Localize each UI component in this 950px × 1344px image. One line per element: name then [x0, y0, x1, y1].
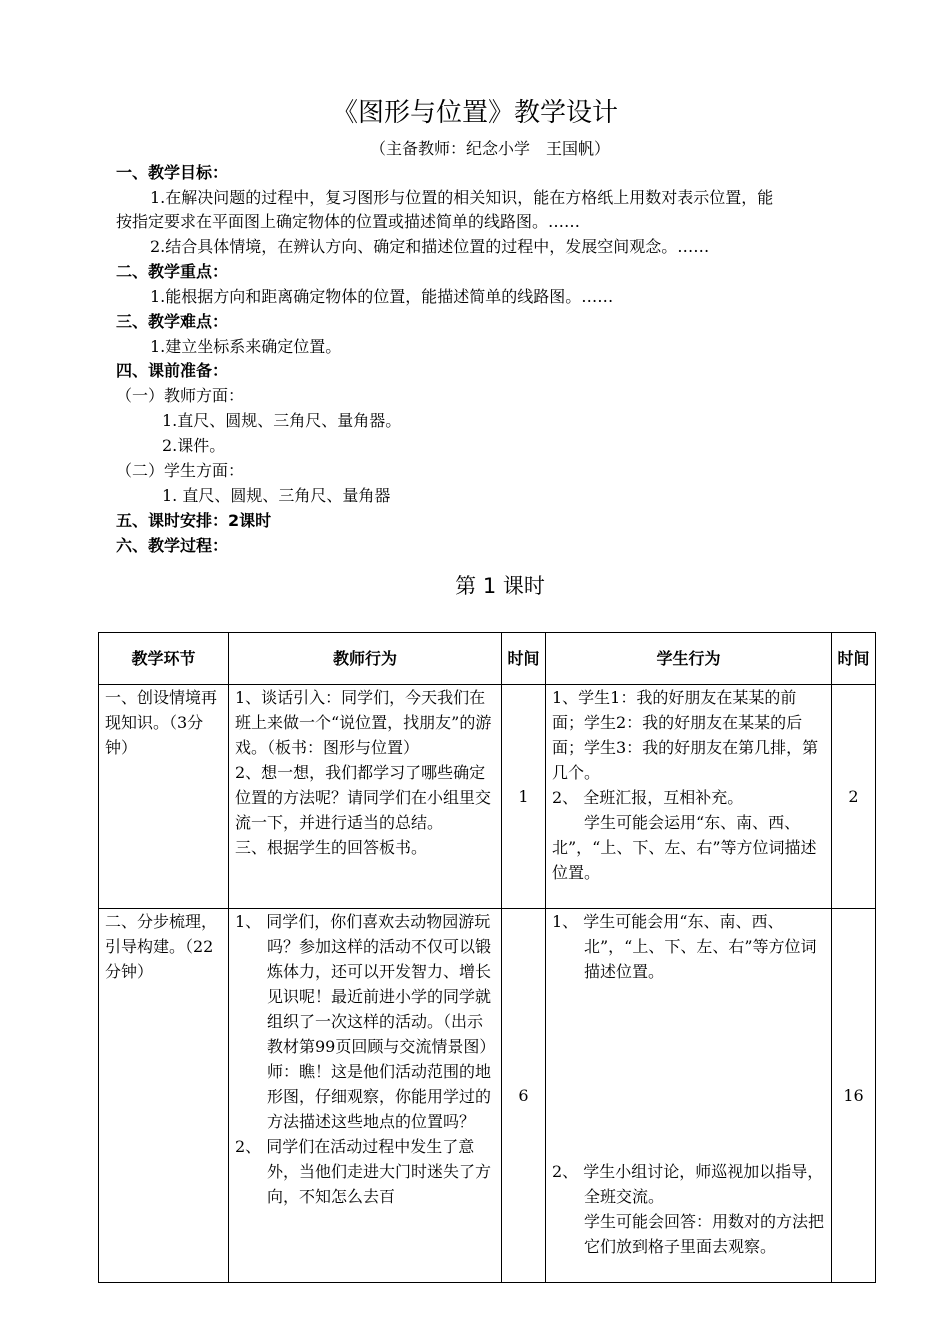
row2-time-1: 6 [502, 909, 546, 1283]
table-header-row [99, 633, 876, 685]
row1-teacher-p3: 三、根据学生的回答板书。 [235, 838, 428, 857]
row1-student-cell [546, 685, 832, 909]
document-title: 《图形与位置》教学设计 [331, 98, 618, 128]
student-prep-1: 1. 直尺、圆规、三角尺、量角器 [162, 486, 391, 505]
objective-2: 2.结合具体情境，在辨认方向、确定和描述位置的过程中，发展空间观念。…… [150, 237, 710, 256]
header-time-2: 时间 [832, 633, 876, 685]
row1-teacher-p2: 2、想一想，我们都学习了哪些确定位置的方法呢？请同学们在小组里交流一下，并进行适当的总结。 [235, 763, 492, 832]
row2-time-2: 16 [832, 909, 876, 1283]
teacher-prep-1: 1.直尺、圆规、三角尺、量角器。 [162, 411, 402, 430]
row2-teacher-p1: 1、 同学们，你们喜欢去动物园游玩吗？参加这样的活动不仅可以锻炼体力，还可以开发智力、增长见识呢！最近前进小学的同学就组织了一次这样的活动。（出示教材第99页回顾与交流情景图） [235, 912, 496, 1056]
row2-teacher-p2: 师：瞧！这是他们活动范围的地形图，仔细观察，你能用学过的方法描述这些地点的位置吗？ [267, 1062, 492, 1131]
teacher-prep-heading: （一）教师方面： [116, 386, 245, 405]
row2-student-p3: 学生可能会回答：用数对的方法把它们放到格子里面去观察。 [584, 1212, 825, 1256]
key-point-1: 1.能根据方向和距离确定物体的位置，能描述简单的线路图。…… [150, 287, 614, 306]
objective-1-line-2: 按指定要求在平面图上确定物体的位置或描述简单的线路图。…… [116, 212, 581, 231]
header-stage: 教学环节 [99, 633, 229, 685]
row2-student-p2: 2、 学生小组讨论，师巡视加以指导，全班交流。 [552, 1162, 824, 1206]
heading-preparation: 四、课前准备： [116, 361, 229, 380]
row1-time-1: 1 [502, 685, 546, 909]
student-prep-heading: （二）学生方面： [116, 461, 245, 480]
header-time-1: 时间 [502, 633, 546, 685]
row2-student-p1: 1、 学生可能会用“东、南、西、北”，“上、下、左、右”等方位词描述位置。 [552, 912, 817, 981]
objective-1-line-1: 1.在解决问题的过程中，复习图形与位置的相关知识，能在方格纸上用数对表示位置，能 [150, 188, 774, 207]
lesson-title: 第 1 课时 [455, 574, 545, 598]
document-subtitle: （主备教师：纪念小学 王国帆） [369, 139, 610, 158]
heading-process: 六、教学过程： [116, 536, 229, 555]
heading-schedule: 五、课时安排：2课时 [116, 511, 272, 530]
table-row [99, 909, 876, 1283]
heading-key-points: 二、教学重点： [116, 262, 229, 281]
teacher-prep-2: 2.课件。 [162, 436, 226, 455]
row1-stage: 一、创设情境再现知识。（3分钟） [99, 685, 229, 909]
row1-teacher-p1: 1、谈话引入：同学们，今天我们在班上来做一个“说位置，找朋友”的游戏。（板书：图形与位置） [235, 688, 492, 757]
header-teacher: 教师行为 [229, 633, 502, 685]
heading-objectives: 一、教学目标： [116, 163, 229, 182]
row1-student-p1: 1、学生1：我的好朋友在某某的前面；学生2：我的好朋友在某某的后面；学生3：我的好朋友在第几排，第几个。 [552, 688, 819, 782]
table-row [99, 685, 876, 909]
heading-difficulties: 三、教学难点： [116, 312, 229, 331]
header-student: 学生行为 [546, 633, 832, 685]
difficulty-1: 1.建立坐标系来确定位置。 [150, 337, 342, 356]
row1-student-p3: 学生可能会运用“东、南、西、北”，“上、下、左、右”等方位词描述位置。 [552, 813, 817, 882]
row1-student-p2: 2、 全班汇报，互相补充。 [552, 788, 744, 807]
row1-teacher-cell [229, 685, 502, 909]
lesson-plan-table [98, 632, 876, 1283]
row2-teacher-cell [229, 909, 502, 1283]
row2-student-spacer [552, 984, 825, 1159]
row2-student-cell [546, 909, 832, 1283]
row2-teacher-p3: 2、 同学们在活动过程中发生了意外，当他们走进大门时迷失了方向，不知怎么去百 [235, 1137, 492, 1206]
row2-stage: 二、分步梳理，引导构建。（22分钟） [99, 909, 229, 1283]
row1-time-2: 2 [832, 685, 876, 909]
